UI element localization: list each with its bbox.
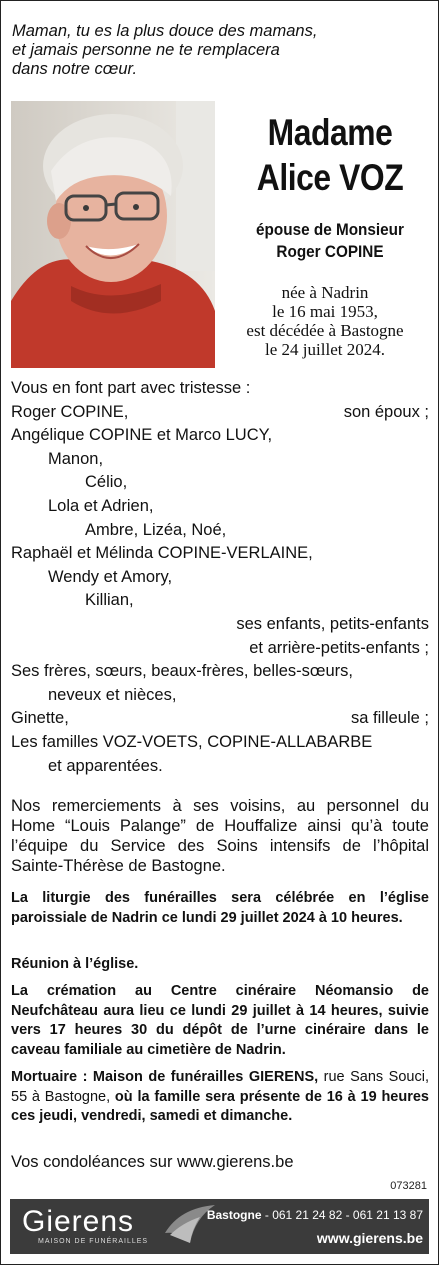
family-name: Lola et Adrien,	[48, 496, 154, 515]
birth-date: le 16 mai 1953,	[272, 302, 378, 321]
family-row	[11, 401, 429, 425]
family-name: Les familles VOZ-VOETS, COPINE-ALLABARBE	[11, 732, 373, 751]
thanks-paragraph: Nos remerciements à ses voisins, au personnel du Home “Louis Palange” de Houffalize ainsi qu’à toute l’équipe du Service des Soins intensifs de l’hôpital Sainte-Thérèse de Bastogne.	[11, 797, 429, 875]
spouse-line: épouse de Monsieur	[256, 220, 404, 239]
family-name: Wendy et Amory,	[48, 567, 173, 586]
mortuary-hours: où la famille sera présente de 16 à 19 heures ces jeudi, vendredi, samedi et dimanche.	[11, 1088, 429, 1124]
family-name: Ses frères, sœurs, beaux-frères, belles-sœurs,	[11, 662, 354, 681]
family-name: Manon,	[48, 449, 104, 468]
funeral-home-logo: Gierens	[22, 1205, 135, 1238]
cremation-paragraph: La crémation au Centre cinéraire Néomansio de Neufchâteau aura lieu ce lundi 29 juillet à 14 heures, suivie vers 17 heures 30 du dépôt de l’urne cinéraire dans le caveau familiale au cimetière de Nadrin.	[11, 983, 429, 1058]
birth-place: née à Nadrin	[281, 283, 369, 302]
family-name: neveux et nièces,	[48, 685, 177, 704]
death-place: est décédée à Bastogne	[246, 321, 404, 340]
logo-subtitle: MAISON DE FUNÉRAILLES	[38, 1238, 149, 1245]
mortuary-paragraph	[11, 1068, 429, 1127]
quote-line: Maman, tu es la plus douce des mamans,	[12, 22, 318, 40]
reference-number: 073281	[390, 1180, 427, 1192]
deceased-name	[237, 110, 423, 200]
spouse-name: Roger COPINE	[276, 242, 384, 261]
family-role: et arrière-petits-enfants ;	[249, 638, 429, 657]
family-name: Ginette,	[11, 709, 69, 728]
portrait-photo	[11, 101, 215, 368]
family-role: sa filleule ;	[351, 709, 429, 728]
family-name: Killian,	[85, 591, 134, 610]
family-name: et apparentées.	[48, 756, 163, 775]
footer-website: www.gierens.be	[316, 1230, 423, 1246]
mortuary-place: Mortuaire : Maison de funérailles GIERENS,	[11, 1069, 319, 1085]
footer-contact	[207, 1208, 423, 1222]
footer-city: Bastogne	[206, 1208, 262, 1222]
quote-line: dans notre cœur.	[12, 60, 138, 78]
name-full: Alice VOZ	[256, 157, 404, 198]
footer-phones: - 061 21 24 82 - 061 21 13 87	[261, 1208, 423, 1222]
family-list	[11, 377, 429, 778]
family-name: Roger COPINE,	[11, 402, 129, 421]
family-name: Angélique COPINE et Marco LUCY,	[11, 426, 273, 445]
quote-line: et jamais personne ne te remplacera	[12, 41, 280, 59]
funeral-home-footer	[10, 1199, 429, 1254]
family-name: Célio,	[85, 473, 128, 492]
family-row	[11, 707, 429, 731]
family-role: son époux ;	[343, 402, 429, 421]
family-role: ses enfants, petits-enfants	[236, 614, 429, 633]
spouse-block	[233, 219, 427, 263]
name-title: Madame	[267, 112, 393, 153]
meeting-paragraph: Réunion à l’église.	[11, 956, 139, 972]
condolences-line: Vos condoléances sur www.gierens.be	[11, 1153, 294, 1171]
mortuary-address: rue Sans Souci, 55 à Bastogne,	[11, 1069, 429, 1105]
family-intro: Vous en font part avec tristesse :	[11, 379, 251, 397]
liturgy-paragraph: La liturgie des funérailles sera célébrée en l’église paroissiale de Nadrin ce lundi 29 juillet 2024 à 10 heures.	[11, 890, 429, 926]
family-name: Ambre, Lizéa, Noé,	[85, 520, 227, 539]
epitaph-quote	[12, 22, 432, 79]
birth-death-block	[222, 283, 428, 359]
family-name: Raphaël et Mélinda COPINE-VERLAINE,	[11, 544, 313, 563]
death-date: le 24 juillet 2024.	[265, 340, 385, 359]
